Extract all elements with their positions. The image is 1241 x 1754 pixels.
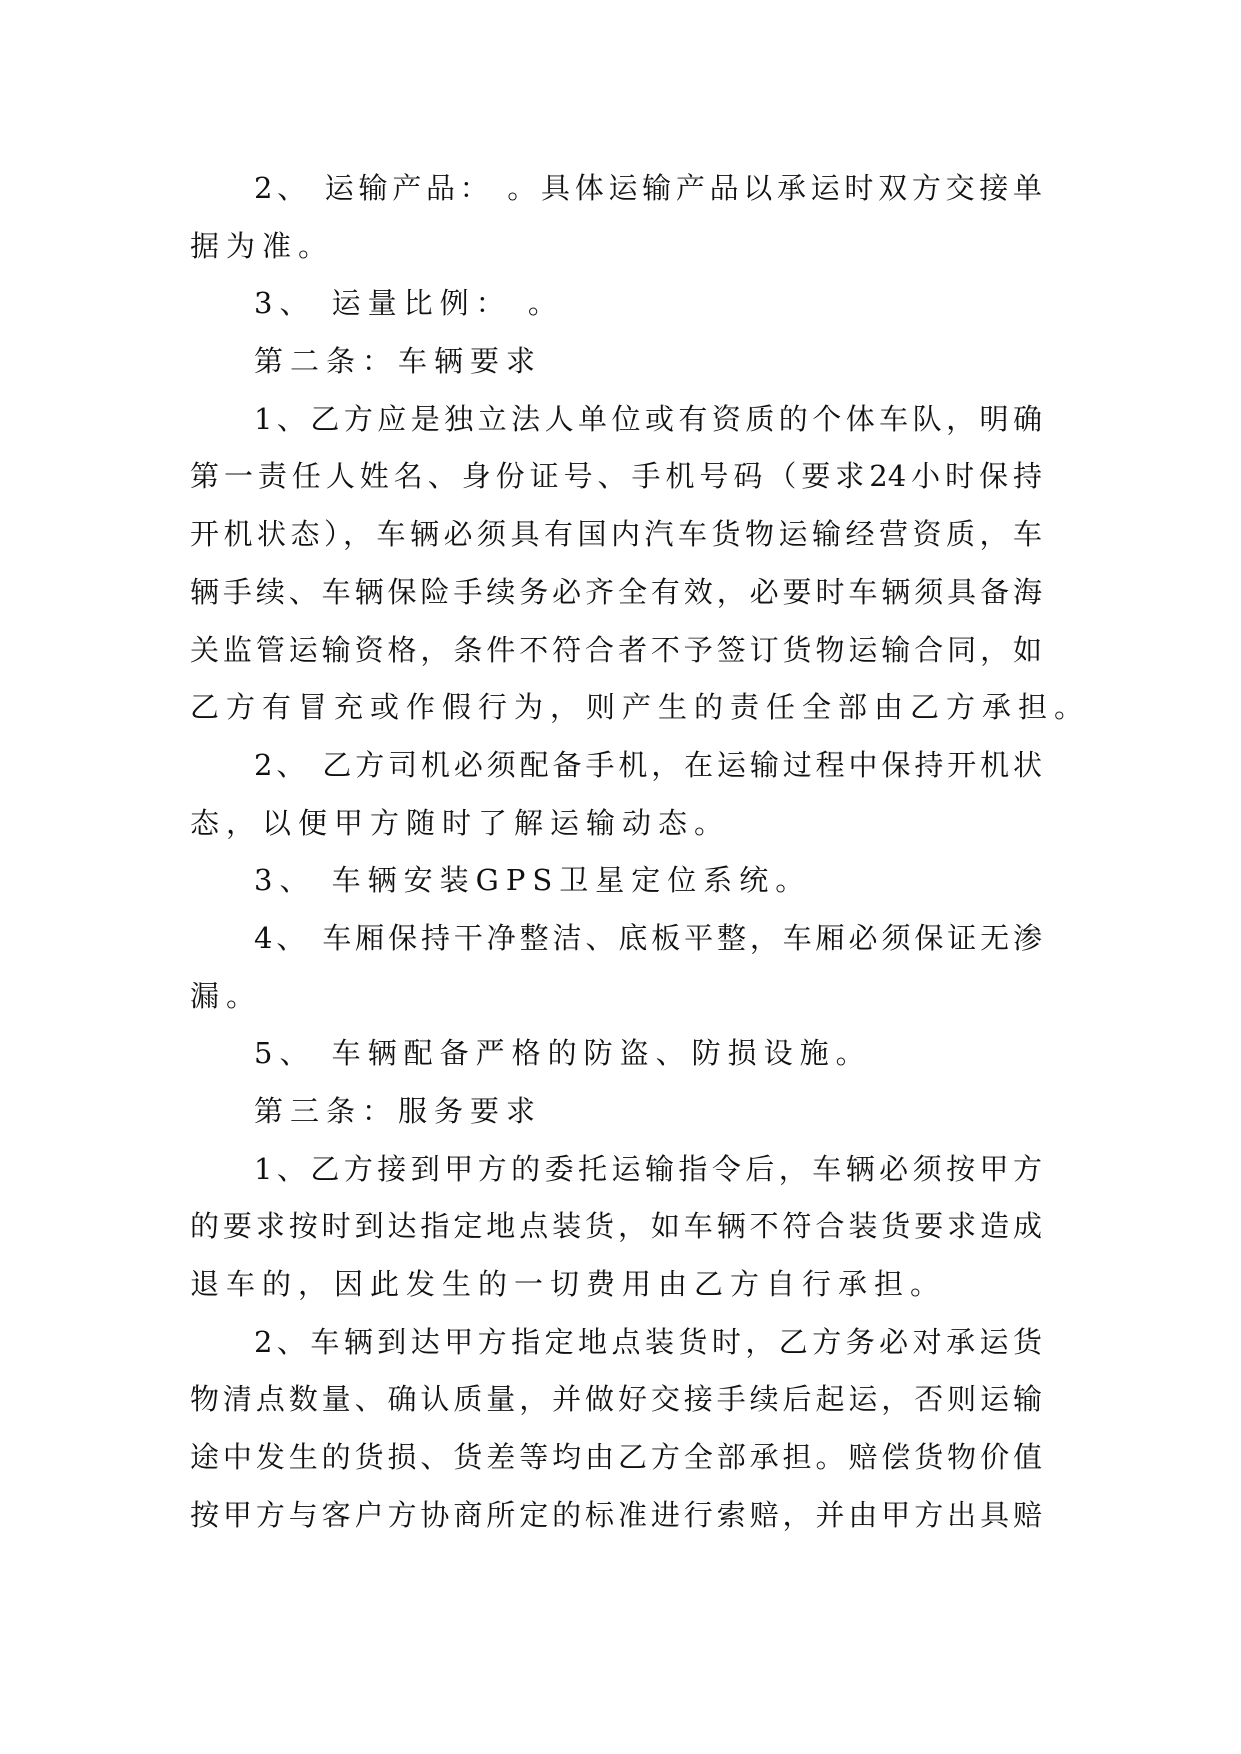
text-line: 关监管运输资格，条件不符合者不予签订货物运输合同，如 <box>190 632 1042 667</box>
paragraph <box>190 391 1091 737</box>
text-line: 的要求按时到达指定地点装货，如车辆不符合装货要求造成 <box>190 1209 1042 1244</box>
text-line: 退车的，因此发生的一切费用由乙方自行承担。 <box>190 1267 947 1302</box>
text-line: 乙方有冒充或作假行为，则产生的责任全部由乙方承担。 <box>190 690 1091 725</box>
text-line: 1、乙方应是独立法人单位或有资质的个体车队，明确 <box>254 401 1042 436</box>
text-line: 漏。 <box>190 978 263 1013</box>
text-line: 3、 运量比例： 。 <box>254 286 564 321</box>
text-line: 2、 乙方司机必须配备手机，在运输过程中保持开机状 <box>254 747 1042 782</box>
text-line: 2、车辆到达甲方指定地点装货时，乙方务必对承运货 <box>254 1324 1042 1359</box>
text-line: 第三条：服务要求 <box>254 1094 543 1128</box>
paragraph <box>190 852 1042 910</box>
document-page <box>190 160 1091 1545</box>
text-line: 按甲方与客户方协商所定的标准进行索赔，并由甲方出具赔 <box>190 1497 1042 1532</box>
section-heading <box>190 333 1042 391</box>
text-line: 途中发生的货损、货差等均由乙方全部承担。赔偿货物价值 <box>190 1440 1042 1475</box>
paragraph <box>190 737 1042 852</box>
paragraph <box>190 1025 1042 1083</box>
text-line: 第二条：车辆要求 <box>254 344 543 379</box>
text-line: 5、 车辆配备严格的防盗、防损设施。 <box>254 1036 872 1071</box>
text-line: 开机状态），车辆必须具有国内汽车货物运输经营资质，车 <box>190 517 1042 552</box>
text-line: 2、 运输产品： 。具体运输产品以承运时双方交接单 <box>254 171 1042 205</box>
paragraph <box>190 1141 1042 1314</box>
section-heading <box>190 1083 1042 1141</box>
text-line: 第一责任人姓名、身份证号、手机号码（要求24小时保持 <box>190 459 1042 494</box>
text-line: 1、乙方接到甲方的委托运输指令后，车辆必须按甲方 <box>254 1151 1042 1186</box>
paragraph <box>190 275 1042 333</box>
text-line: 3、 车辆安装GPS卫星定位系统。 <box>254 863 812 898</box>
text-line: 辆手续、车辆保险手续务必齐全有效，必要时车辆须具备海 <box>190 574 1042 609</box>
paragraph <box>190 160 1042 275</box>
paragraph <box>190 1314 1042 1545</box>
text-line: 4、 车厢保持干净整洁、底板平整，车厢必须保证无渗 <box>254 920 1042 955</box>
text-line: 物清点数量、确认质量，并做好交接手续后起运，否则运输 <box>190 1382 1042 1417</box>
paragraph <box>190 910 1042 1025</box>
text-line: 据为准。 <box>190 228 335 263</box>
text-line: 态，以便甲方随时了解运输动态。 <box>190 805 731 840</box>
